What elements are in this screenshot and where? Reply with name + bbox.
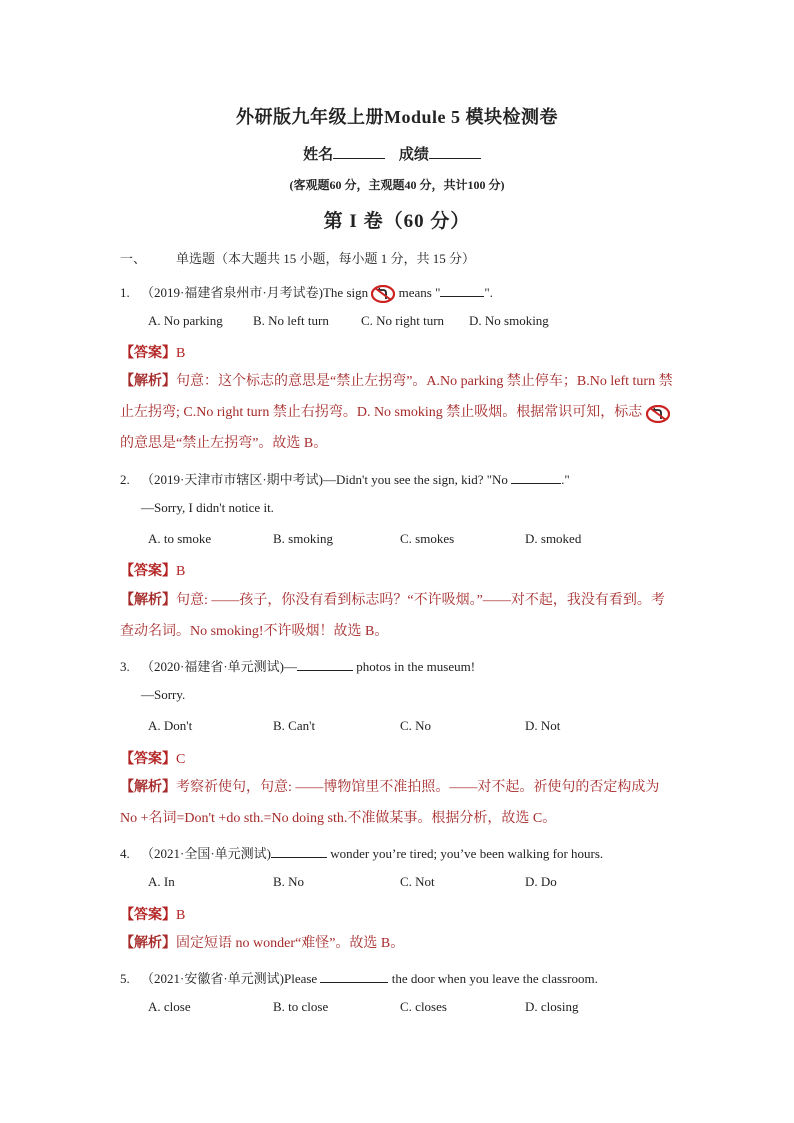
question-number: 2. [120, 472, 130, 487]
analysis-text: 考察祈使句，句意: ——博物馆里不准拍照。——对不起。祈使句的否定构成为 No +名词=Don't +do sth.=No doing sth.不准做某事。根据分析，故选 C。 [120, 780, 660, 826]
name-label: 姓名 [303, 147, 334, 163]
question-text: （2021·安徽省·单元测试)Please [141, 971, 318, 986]
option-b[interactable]: B. Can't [273, 718, 316, 733]
volume-title: 第 I 卷（60 分） [323, 211, 471, 232]
option-c[interactable]: C. No [400, 718, 432, 733]
option-a[interactable]: A. Don't [148, 718, 193, 733]
name-blank[interactable] [333, 144, 385, 159]
page-title: 外研版九年级上册Module 5 模块检测卷 [236, 107, 558, 127]
analysis-text: 固定短语 no wonder“难怪”。故选 B。 [176, 936, 405, 951]
question-text: ." [561, 472, 570, 487]
option-a[interactable]: A. close [148, 999, 191, 1014]
answer-label: 【答案】 [120, 752, 176, 767]
answer-label: 【答案】 [120, 564, 176, 579]
question-4-stem [120, 843, 603, 862]
option-d[interactable]: D. No smoking [469, 313, 549, 328]
option-d[interactable]: D. Not [525, 718, 561, 733]
answer-3 [120, 748, 185, 768]
analysis-label: 【解析】 [120, 936, 176, 951]
question-text: （2021·全国·单元测试) [141, 846, 271, 861]
answer-value: C [176, 752, 186, 767]
analysis-label: 【解析】 [120, 374, 176, 389]
section-number: 一、 [120, 251, 147, 266]
question-text: means " [398, 285, 441, 300]
question-1-stem [120, 282, 493, 303]
option-d[interactable]: D. smoked [525, 531, 582, 546]
analysis-1 [120, 366, 675, 459]
option-c[interactable]: C. closes [400, 999, 447, 1014]
question-5-stem [120, 968, 598, 987]
option-a[interactable]: A. In [148, 874, 175, 889]
answer-value: B [176, 908, 186, 923]
option-b[interactable]: B. to close [273, 999, 329, 1014]
question-2-stem [120, 469, 570, 488]
question-text: （2020·福建省·单元测试)— [141, 659, 297, 674]
option-b[interactable]: B. No [273, 874, 305, 889]
question-2-reply: —Sorry, I didn't notice it. [141, 500, 274, 515]
question-text: the door when you leave the classroom. [391, 971, 598, 986]
answer-1 [120, 342, 185, 362]
option-c[interactable]: C. smokes [400, 531, 455, 546]
option-c[interactable]: C. Not [400, 874, 435, 889]
analysis-text: 的意思是“禁止左拐弯”。故选 B。 [120, 436, 328, 451]
no-left-turn-sign-icon [371, 285, 395, 303]
option-c[interactable]: C. No right turn [361, 313, 445, 328]
analysis-text: 句意: ——孩子，你没有看到标志吗？“不许吸烟。”——对不起，我没有看到。考查动名词。No smoking!不许吸烟！故选 B。 [120, 593, 665, 639]
score-blank[interactable] [429, 144, 481, 159]
answer-label: 【答案】 [120, 346, 176, 361]
answer-blank[interactable] [320, 970, 388, 983]
option-d[interactable]: D. closing [525, 999, 579, 1014]
question-text: wonder you’re tired; you’ve been walking for hours. [330, 846, 604, 861]
analysis-label: 【解析】 [120, 780, 176, 795]
option-b[interactable]: B. smoking [273, 531, 333, 546]
no-left-turn-sign-icon [646, 404, 670, 422]
section-title: 单选题（本大题共 15 小题，每小题 1 分，共 15 分） [176, 251, 476, 266]
analysis-label: 【解析】 [120, 593, 176, 608]
question-text: photos in the museum! [356, 659, 476, 674]
name-score-row [0, 143, 794, 164]
answer-4 [120, 904, 185, 924]
section-heading [120, 248, 475, 267]
analysis-4 [120, 928, 675, 959]
answer-blank[interactable] [511, 471, 561, 484]
analysis-text: 句意：这个标志的意思是“禁止左拐弯”。A.No parking 禁止停车；B.No left turn 禁止左拐弯; C.No right turn 禁止右拐弯。D. No smoking 禁止吸烟。根据常识可知，标志 [120, 374, 673, 420]
answer-2 [120, 560, 185, 580]
answer-value: B [176, 564, 186, 579]
question-text: ". [484, 285, 493, 300]
answer-blank[interactable] [271, 845, 327, 858]
answer-blank[interactable] [297, 658, 353, 671]
question-number: 3. [120, 659, 130, 674]
question-3-stem [120, 656, 475, 675]
answer-label: 【答案】 [120, 908, 176, 923]
score-label: 成绩 [398, 147, 429, 163]
analysis-2 [120, 585, 675, 647]
option-a[interactable]: A. to smoke [148, 531, 212, 546]
question-3-reply: —Sorry. [141, 687, 186, 702]
option-a[interactable]: A. No parking [148, 313, 223, 328]
question-text: （2019·福建省泉州市·月考试卷)The sign [141, 285, 369, 300]
question-number: 5. [120, 971, 130, 986]
analysis-3 [120, 772, 675, 834]
option-b[interactable]: B. No left turn [253, 313, 329, 328]
answer-value: B [176, 346, 186, 361]
question-text: （2019·天津市市辖区·期中考试)—Didn't you see the sign, kid? "No [141, 472, 508, 487]
question-number: 1. [120, 285, 130, 300]
answer-blank[interactable] [440, 284, 484, 297]
option-d[interactable]: D. Do [525, 874, 557, 889]
score-info: (客观题60 分，主观题40 分，共计100 分) [289, 178, 505, 192]
question-number: 4. [120, 846, 130, 861]
